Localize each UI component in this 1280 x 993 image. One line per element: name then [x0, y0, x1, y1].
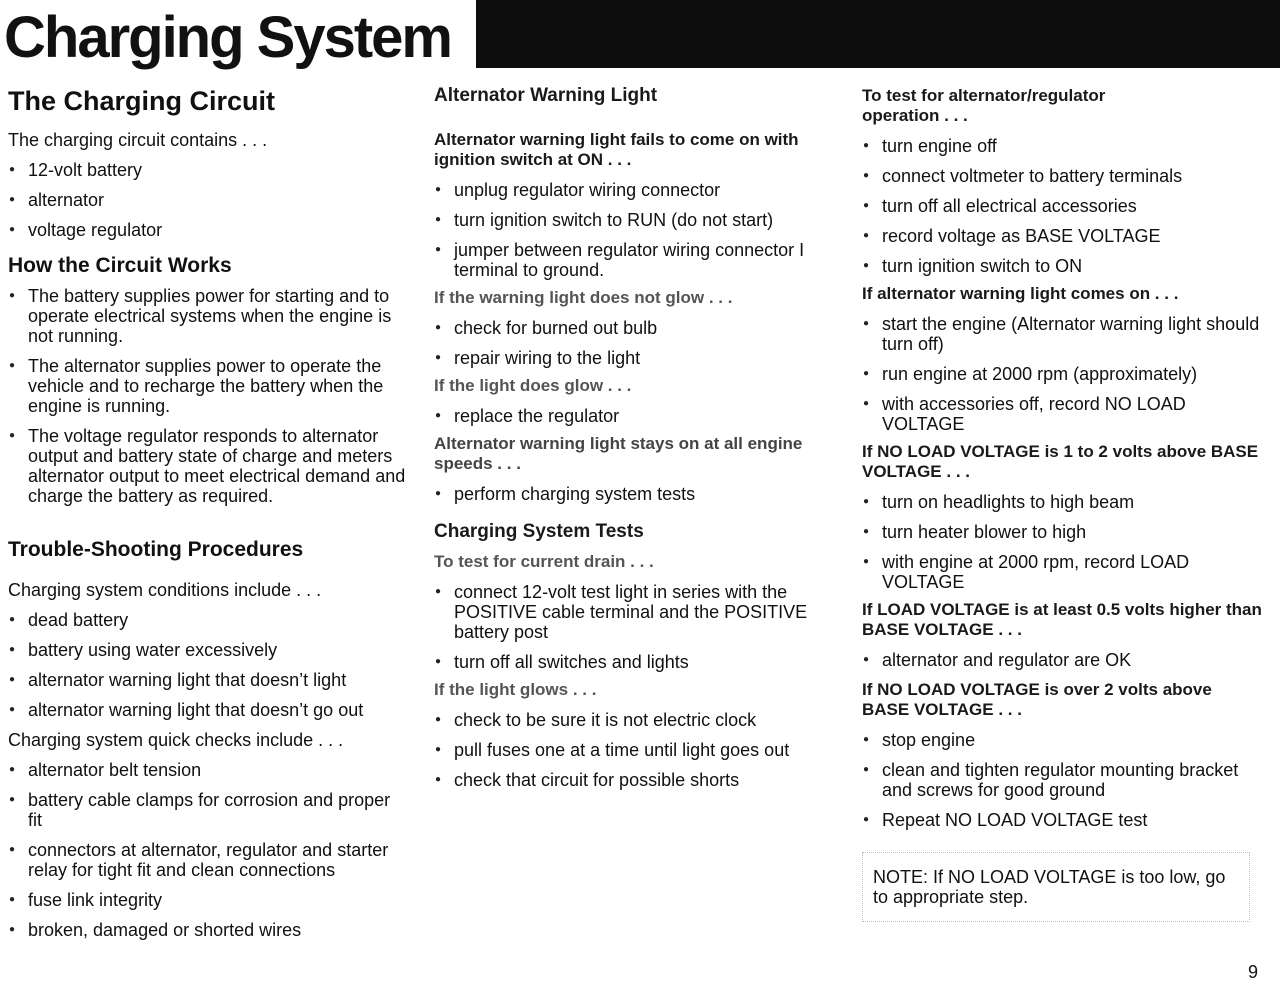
list-item: ● dead battery	[8, 610, 408, 630]
over-two-volts-list	[862, 730, 1262, 830]
list-item: ● with engine at 2000 rpm, record LOAD VOLTAGE	[862, 552, 1262, 592]
tests-heading: Charging System Tests	[434, 521, 644, 542]
list-item: ● unplug regulator wiring connector	[434, 180, 814, 200]
list-item: ● replace the regulator	[434, 406, 814, 426]
list-item: ● 12-volt battery	[8, 160, 408, 180]
list-item: ● turn on headlights to high beam	[862, 492, 1262, 512]
column-2	[434, 80, 814, 790]
list-item: ● fuse link integrity	[8, 890, 408, 910]
glows-subheading: If the light does glow . . .	[434, 376, 632, 395]
title-bar	[476, 0, 1280, 68]
list-item: ● stop engine	[862, 730, 1262, 750]
list-item: ● connectors at alternator, regulator and starter relay for tight fit and clean connections	[8, 840, 408, 880]
no-glow-list	[434, 318, 814, 368]
list-item: ● turn heater blower to high	[862, 522, 1262, 542]
list-item: ● The battery supplies power for starting and to operate electrical systems when the engine is not running.	[8, 286, 408, 346]
trouble-heading: Trouble-Shooting Procedures	[8, 538, 304, 561]
light-glows-list	[434, 710, 814, 790]
list-item: ● turn ignition switch to RUN (do not start)	[434, 210, 814, 230]
warning-light-heading: Alternator Warning Light	[434, 85, 658, 106]
stays-on-list	[434, 484, 814, 504]
list-item: ● The alternator supplies power to operate the vehicle and to recharge the battery when the engine is running.	[8, 356, 408, 416]
list-item: ● check that circuit for possible shorts	[434, 770, 814, 790]
list-item: ● battery using water excessively	[8, 640, 408, 660]
column-3	[862, 80, 1262, 922]
list-item: ● Repeat NO LOAD VOLTAGE test	[862, 810, 1262, 830]
current-drain-list	[434, 582, 814, 672]
conditions-intro: Charging system conditions include . . .	[8, 580, 322, 600]
page-number: 9	[1247, 962, 1258, 982]
list-item: ● repair wiring to the light	[434, 348, 814, 368]
half-volt-subheading: If LOAD VOLTAGE is at least 0.5 volts higher than BASE VOLTAGE . . .	[862, 600, 1262, 639]
list-item: ● turn ignition switch to ON	[862, 256, 1262, 276]
charging-circuit-list	[8, 160, 408, 240]
works-heading: How the Circuit Works	[8, 254, 232, 277]
fails-list	[434, 180, 814, 280]
light-glows-subheading: If the light glows . . .	[434, 680, 597, 699]
comes-on-list	[862, 314, 1262, 434]
operation-list	[862, 136, 1262, 276]
note-box: NOTE: If NO LOAD VOLTAGE is too low, go to appropriate step.	[862, 852, 1250, 922]
operation-subheading: To test for alternator/regulator operation . . .	[862, 86, 1106, 125]
list-item: ● turn off all electrical accessories	[862, 196, 1262, 216]
one-to-two-volts-subheading: If NO LOAD VOLTAGE is 1 to 2 volts above BASE VOLTAGE . . .	[862, 442, 1259, 481]
list-item: ● battery cable clamps for corrosion and proper fit	[8, 790, 408, 830]
conditions-list	[8, 610, 408, 720]
list-item: ● connect 12-volt test light in series with the POSITIVE cable terminal and the POSITIVE battery post	[434, 582, 814, 642]
column-1	[8, 80, 408, 940]
list-item: ● jumper between regulator wiring connector I terminal to ground.	[434, 240, 814, 280]
list-item: ● turn off all switches and lights	[434, 652, 814, 672]
list-item: ● alternator	[8, 190, 408, 210]
fails-subheading: Alternator warning light fails to come on with ignition switch at ON . . .	[434, 130, 799, 169]
stays-on-subheading: Alternator warning light stays on at all engine speeds . . .	[434, 434, 803, 473]
no-glow-subheading: If the warning light does not glow . . .	[434, 288, 733, 307]
list-item: ● clean and tighten regulator mounting bracket and screws for good ground	[862, 760, 1262, 800]
list-item: ● check to be sure it is not electric clock	[434, 710, 814, 730]
list-item: ● alternator warning light that doesn’t light	[8, 670, 408, 690]
one-to-two-volts-list	[862, 492, 1262, 592]
list-item: ● check for burned out bulb	[434, 318, 814, 338]
glows-list	[434, 406, 814, 426]
list-item: ● record voltage as BASE VOLTAGE	[862, 226, 1262, 246]
list-item: ● connect voltmeter to battery terminals	[862, 166, 1262, 186]
charging-circuit-intro: The charging circuit contains . . .	[8, 130, 268, 150]
half-volt-list	[862, 650, 1262, 670]
quick-checks-intro: Charging system quick checks include . . .	[8, 730, 344, 750]
list-item: ● alternator and regulator are OK	[862, 650, 1262, 670]
over-two-volts-subheading: If NO LOAD VOLTAGE is over 2 volts above BASE VOLTAGE . . .	[862, 680, 1212, 719]
charging-circuit-heading: The Charging Circuit	[8, 86, 276, 116]
list-item: ● run engine at 2000 rpm (approximately)	[862, 364, 1262, 384]
list-item: ● with accessories off, record NO LOAD VOLTAGE	[862, 394, 1262, 434]
list-item: ● broken, damaged or shorted wires	[8, 920, 408, 940]
list-item: ● voltage regulator	[8, 220, 408, 240]
list-item: ● perform charging system tests	[434, 484, 814, 504]
list-item: ● alternator warning light that doesn’t go out	[8, 700, 408, 720]
comes-on-subheading: If alternator warning light comes on . . .	[862, 284, 1179, 303]
works-list	[8, 286, 408, 506]
list-item: ● start the engine (Alternator warning light should turn off)	[862, 314, 1262, 354]
list-item: ● pull fuses one at a time until light goes out	[434, 740, 814, 760]
current-drain-subheading: To test for current drain . . .	[434, 552, 654, 571]
quick-checks-list	[8, 760, 408, 940]
list-item: ● The voltage regulator responds to alternator output and battery state of charge and meters alternator output to meet electrical demand and charge the battery as required.	[8, 426, 408, 506]
list-item: ● alternator belt tension	[8, 760, 408, 780]
list-item: ● turn engine off	[862, 136, 1262, 156]
page-title: Charging System	[4, 5, 451, 70]
